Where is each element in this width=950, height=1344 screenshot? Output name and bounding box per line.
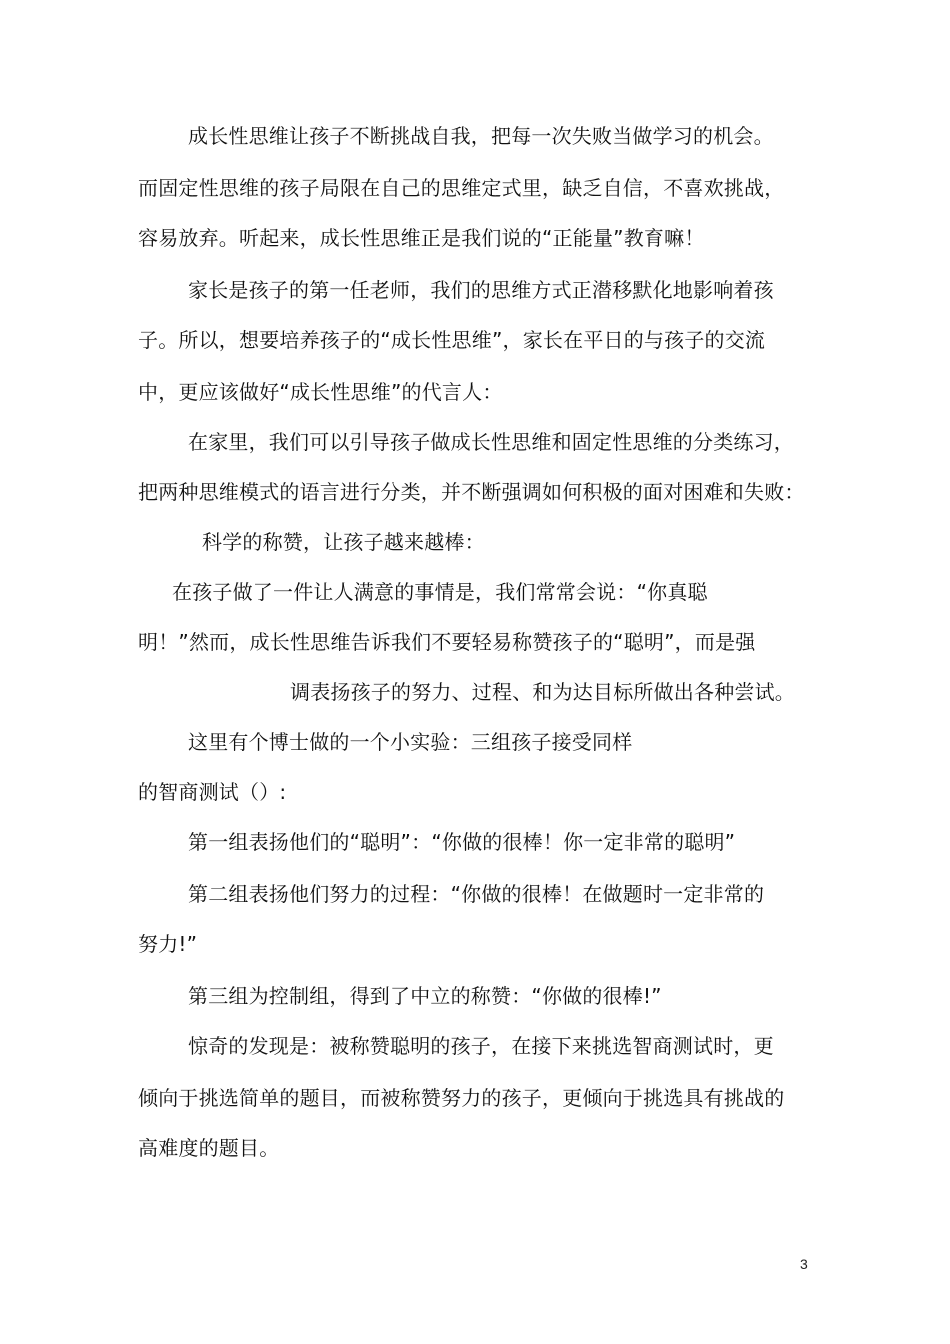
- text-line-21: 高难度的题目。: [138, 1136, 280, 1160]
- text-line-9: 科学的称赞，让孩子越来越棒：: [202, 530, 485, 554]
- text-line-12: 调表扬孩子的努力、过程、和为达目标所做出各种尝试。: [290, 680, 795, 704]
- text-line-20: 倾向于挑选简单的题目，而被称赞努力的孩子，更倾向于挑选具有挑战的: [138, 1086, 785, 1110]
- text-line-10: 在孩子做了一件让人满意的事情是，我们常常会说：“你真聪: [172, 580, 708, 604]
- text-line-6: 中，更应该做好“成长性思维”的代言人：: [138, 380, 503, 404]
- text-line-15: 第一组表扬他们的“聪明”：“你做的很棒！你一定非常的聪明”: [188, 830, 736, 854]
- text-line-3: 容易放弃。听起来，成长性思维正是我们说的“正能量”教育嘛！: [138, 226, 705, 250]
- text-line-18: 第三组为控制组，得到了中立的称赞：“你做的很棒!”: [188, 984, 662, 1008]
- text-line-19: 惊奇的发现是：被称赞聪明的孩子，在接下来挑选智商测试时，更: [188, 1034, 774, 1058]
- text-line-7: 在家里，我们可以引导孩子做成长性思维和固定性思维的分类练习，: [188, 430, 794, 454]
- text-line-4: 家长是孩子的第一任老师，我们的思维方式正潜移默化地影响着孩: [188, 278, 774, 302]
- text-line-11: 明！”然而，成长性思维告诉我们不要轻易称赞孩子的“聪明”，而是强: [138, 630, 756, 654]
- text-line-5: 子。所以，想要培养孩子的“成长性思维”，家长在平日的与孩子的交流: [138, 328, 766, 352]
- text-line-2: 而固定性思维的孩子局限在自己的思维定式里，缺乏自信，不喜欢挑战，: [138, 176, 785, 200]
- text-line-14: 的智商测试（）:: [138, 780, 287, 804]
- text-line-8: 把两种思维模式的语言进行分类，并不断强调如何积极的面对困难和失败：: [138, 480, 805, 504]
- page-number: 3: [800, 1256, 808, 1272]
- text-line-17: 努力!”: [138, 932, 198, 956]
- text-line-1: 成长性思维让孩子不断挑战自我，把每一次失败当做学习的机会。: [188, 124, 774, 148]
- text-line-13: 这里有个博士做的一个小实验：三组孩子接受同样: [188, 730, 633, 754]
- text-line-16: 第二组表扬他们努力的过程：“你做的很棒！在做题时一定非常的: [188, 882, 765, 906]
